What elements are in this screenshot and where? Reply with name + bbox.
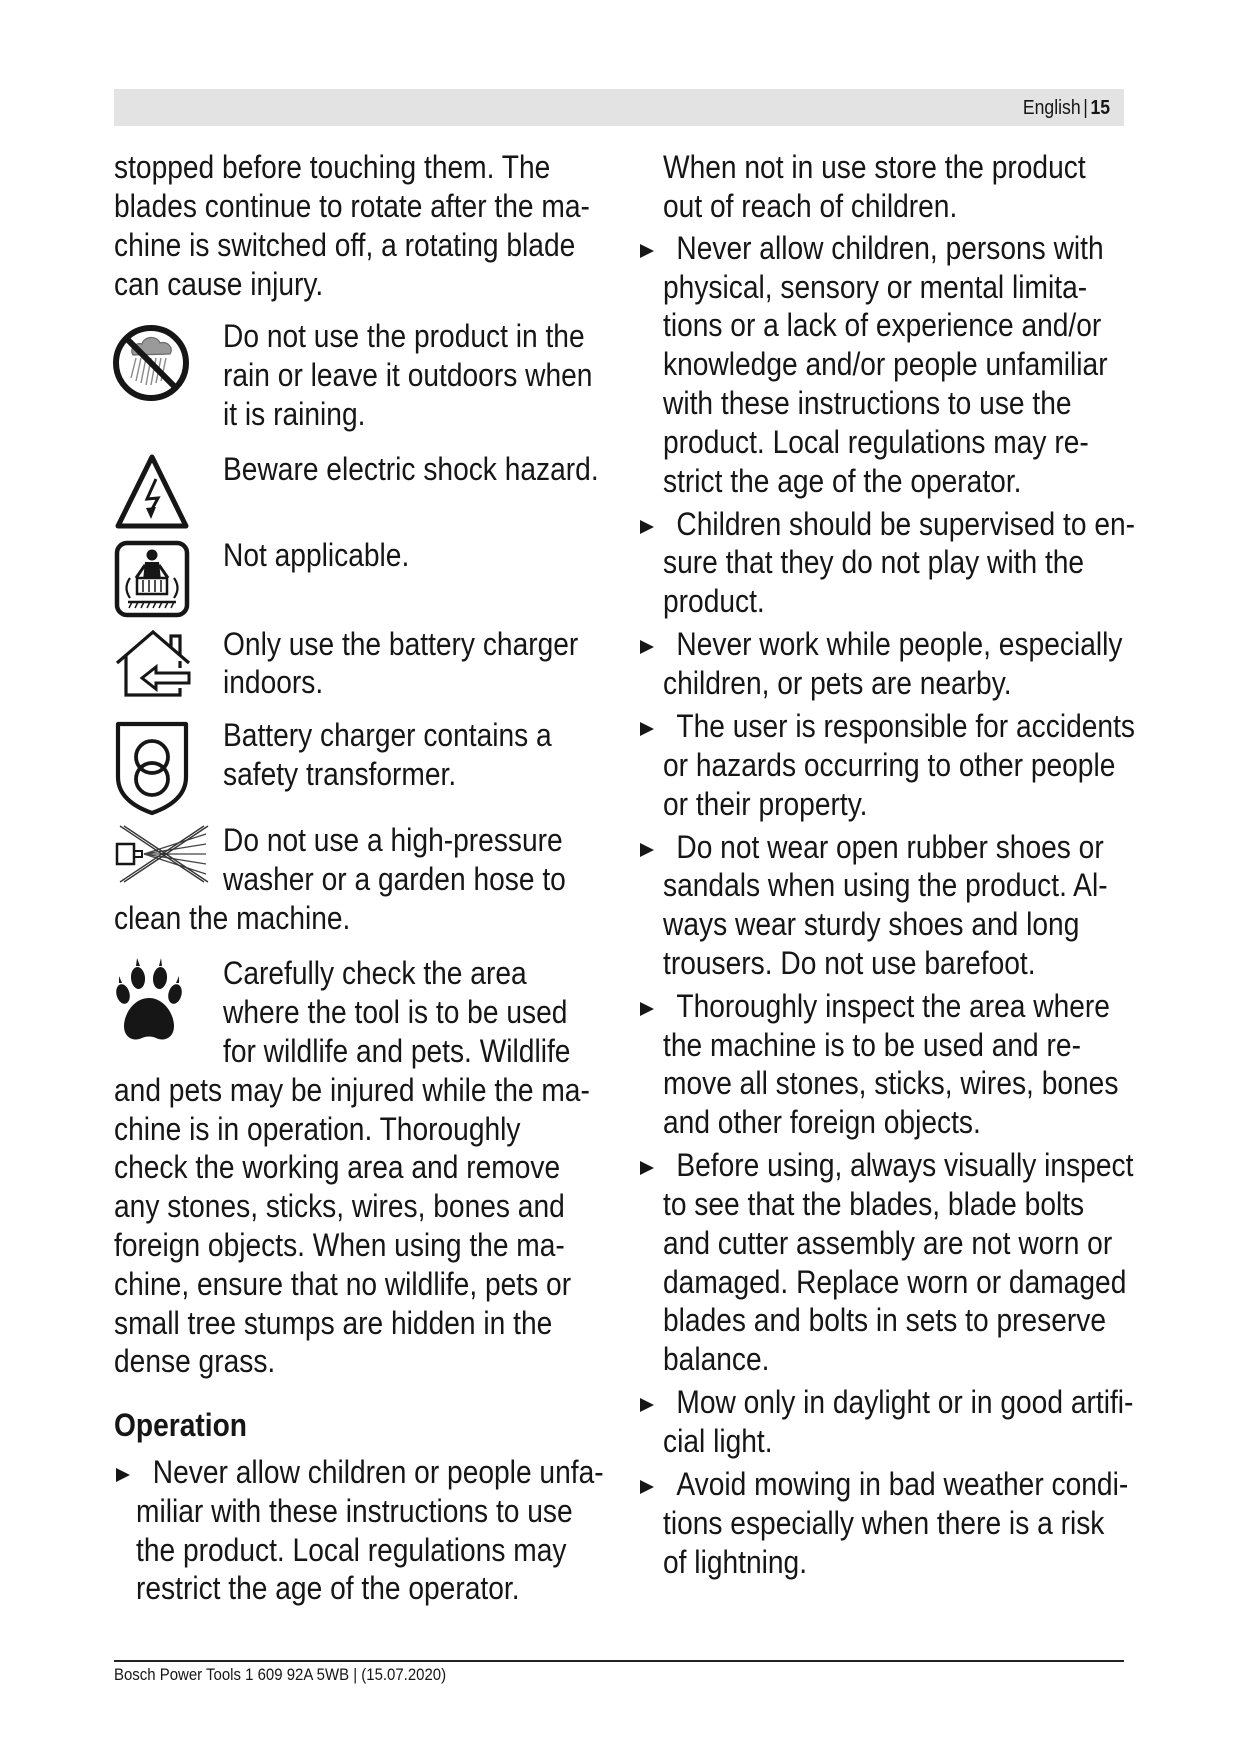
wildlife-paw-icon-graphic (114, 956, 184, 1045)
bullet-text: Never allow children or people unfa- miliar with these instructions to use the product. Local regulations may restrict the age of the operator. (136, 1454, 605, 1607)
indoor-charging-icon-graphic (114, 628, 192, 699)
wildlife-paw-icon-graphic-shape (166, 983, 184, 1006)
no-rain-icon-graphic-shape-shape (136, 358, 141, 381)
bullet-item (640, 1465, 1199, 1581)
symbol-text-safety-transformer: Battery charger contains a safety transformer. (222, 717, 552, 792)
no-pressure-washer-icon-graphic-shape (144, 834, 206, 874)
footer-divider (114, 1660, 1124, 1662)
no-pressure-washer-icon-graphic-shape-shape (144, 834, 206, 854)
operator-symbol-icon-graphic (114, 540, 190, 618)
wildlife-paw-icon-graphic-shape (152, 966, 168, 989)
symbol-text-not-applicable: Not applicable. (222, 537, 409, 574)
bullet-item (640, 505, 1199, 621)
bullet-marker (640, 1002, 654, 1016)
safety-transformer-icon (114, 719, 190, 816)
no-rain-icon-graphic-shape-shape (141, 358, 146, 383)
safety-transformer-icon-graphic-shape (136, 763, 168, 795)
indoor-charging-icon-graphic-shape (126, 656, 180, 695)
bullet-item (640, 987, 1199, 1142)
no-pressure-washer-icon-graphic-shape-shape (144, 854, 206, 874)
section-heading-operation: Operation (114, 1407, 247, 1443)
bullet-marker (116, 1468, 130, 1482)
bullet-item (640, 625, 1199, 703)
symbol-text-wildlife: Carefully check the area where the tool is to be used for wildlife and pets. Wildlife (222, 955, 570, 1069)
electric-shock-warning-icon (114, 452, 190, 532)
symbol-text-indoor-charging: Only use the battery charger indoors. (222, 625, 578, 701)
operator-symbol-icon (114, 540, 190, 618)
indoor-charging-icon-graphic-shape (142, 667, 189, 689)
wildlife-paw-icon-graphic-shape (119, 958, 179, 983)
bullet-text: Before using, always visually inspect to see that the blades, blade bolts and cutter assembly are not worn or damaged. Replace worn or damaged blades and bolts in sets to preserve balance. (663, 1147, 1134, 1378)
no-rain-icon-graphic-shape-shape (131, 358, 136, 378)
language-label: English (1022, 97, 1081, 119)
bullet-text: Children should be supervised to en- sure that they do not play with the product. (663, 505, 1136, 620)
bullet-marker (640, 640, 654, 654)
bullet-marker (640, 1161, 654, 1175)
header-bar (114, 89, 1124, 126)
no-pressure-washer-icon-graphic (114, 824, 210, 884)
bullet-marker (640, 843, 654, 857)
bullet-item (640, 229, 1199, 501)
symbol-text-no-rain: Do not use the product in the rain or leave it outdoors when it is raining. (222, 318, 592, 432)
bullet-marker (640, 1480, 654, 1494)
electric-shock-warning-icon-graphic-shape (147, 479, 158, 511)
symbol-text-no-pressure-washer-continued: clean the machine. (114, 899, 351, 936)
left-intro-paragraph: stopped before touching them. The blades continue to rotate after the ma- chine is switched off, a rotating blade can cause injury. (114, 149, 590, 302)
bullet-text: Never work while people, especially children, or pets are nearby. (663, 626, 1123, 701)
safety-transformer-icon-graphic-shape (118, 724, 186, 813)
bullet-text: The user is responsible for accidents or hazards occurring to other people or their property. (663, 707, 1135, 822)
bullet-text: Do not wear open rubber shoes or sandals when using the product. Al- ways wear sturdy shoes and long trousers. Do not use barefoot. (663, 828, 1108, 981)
wildlife-paw-icon (114, 956, 184, 1045)
left-bullet-list (116, 1453, 668, 1608)
page-number: 15 (1090, 97, 1110, 119)
symbol-text-no-pressure-washer: Do not use a high-pressure washer or a garden hose to (222, 822, 566, 898)
no-rain-icon (111, 323, 191, 403)
symbol-text-electric-shock: Beware electric shock hazard. (222, 451, 599, 488)
bullet-text: Never allow children, persons with physical, sensory or mental limita- tions or a lack of experience and/or knowledge and/or people unfamiliar with these instructions to use the product. Local regulations may re- strict the age of the operator. (663, 229, 1108, 499)
bullet-marker (640, 1398, 654, 1412)
electric-shock-warning-icon-graphic-shape (146, 507, 156, 519)
bullet-item (116, 1453, 668, 1608)
bullet-marker (640, 520, 654, 534)
bullet-item (640, 1146, 1199, 1379)
wildlife-paw-icon-graphic-shape (130, 966, 146, 989)
indoor-charging-icon (114, 628, 192, 699)
bullet-item (640, 828, 1199, 983)
wildlife-paw-icon-graphic-shape (114, 983, 132, 1006)
header-label (1023, 96, 1110, 120)
bullet-text: Thoroughly inspect the area where the machine is to be used and re- move all stones, sticks, wires, bones and other foreign objects. (663, 987, 1119, 1141)
header-separator: | (1083, 97, 1088, 119)
no-rain-icon-graphic (111, 323, 191, 403)
right-bullet-list (640, 229, 1199, 1582)
operator-symbol-icon-graphic-shape (147, 550, 158, 561)
safety-transformer-icon-graphic (114, 719, 190, 816)
no-pressure-washer-icon (114, 824, 210, 884)
bullet-marker (640, 722, 654, 736)
wildlife-paw-icon-graphic-shape (124, 998, 174, 1040)
bullet-text: Mow only in daylight or in good artifi- cial light. (663, 1384, 1134, 1460)
symbol-text-wildlife-continued: and pets may be injured while the ma- chine is in operation. Thoroughly check the working area and remove any stones, sticks, wires, bones and foreign objects. When using the ma- chine, ensure that no wildlife, pets or small tree stumps are hidden in the dense grass. (114, 1071, 590, 1380)
bullet-text: Avoid mowing in bad weather condi- tions especially when there is a risk of lightning. (663, 1466, 1129, 1580)
footer-document-info: Bosch Power Tools 1 609 92A 5WB | (15.07.2020) (114, 1665, 447, 1684)
bullet-item (640, 1383, 1199, 1461)
right-intro-paragraph: When not in use store the product out of reach of children. (663, 149, 1086, 225)
operator-symbol-icon-graphic-shape (137, 578, 167, 594)
no-pressure-washer-icon-graphic-shape (117, 844, 134, 864)
electric-shock-warning-icon-graphic (114, 452, 190, 532)
bullet-marker (640, 244, 654, 258)
bullet-item (640, 707, 1199, 823)
